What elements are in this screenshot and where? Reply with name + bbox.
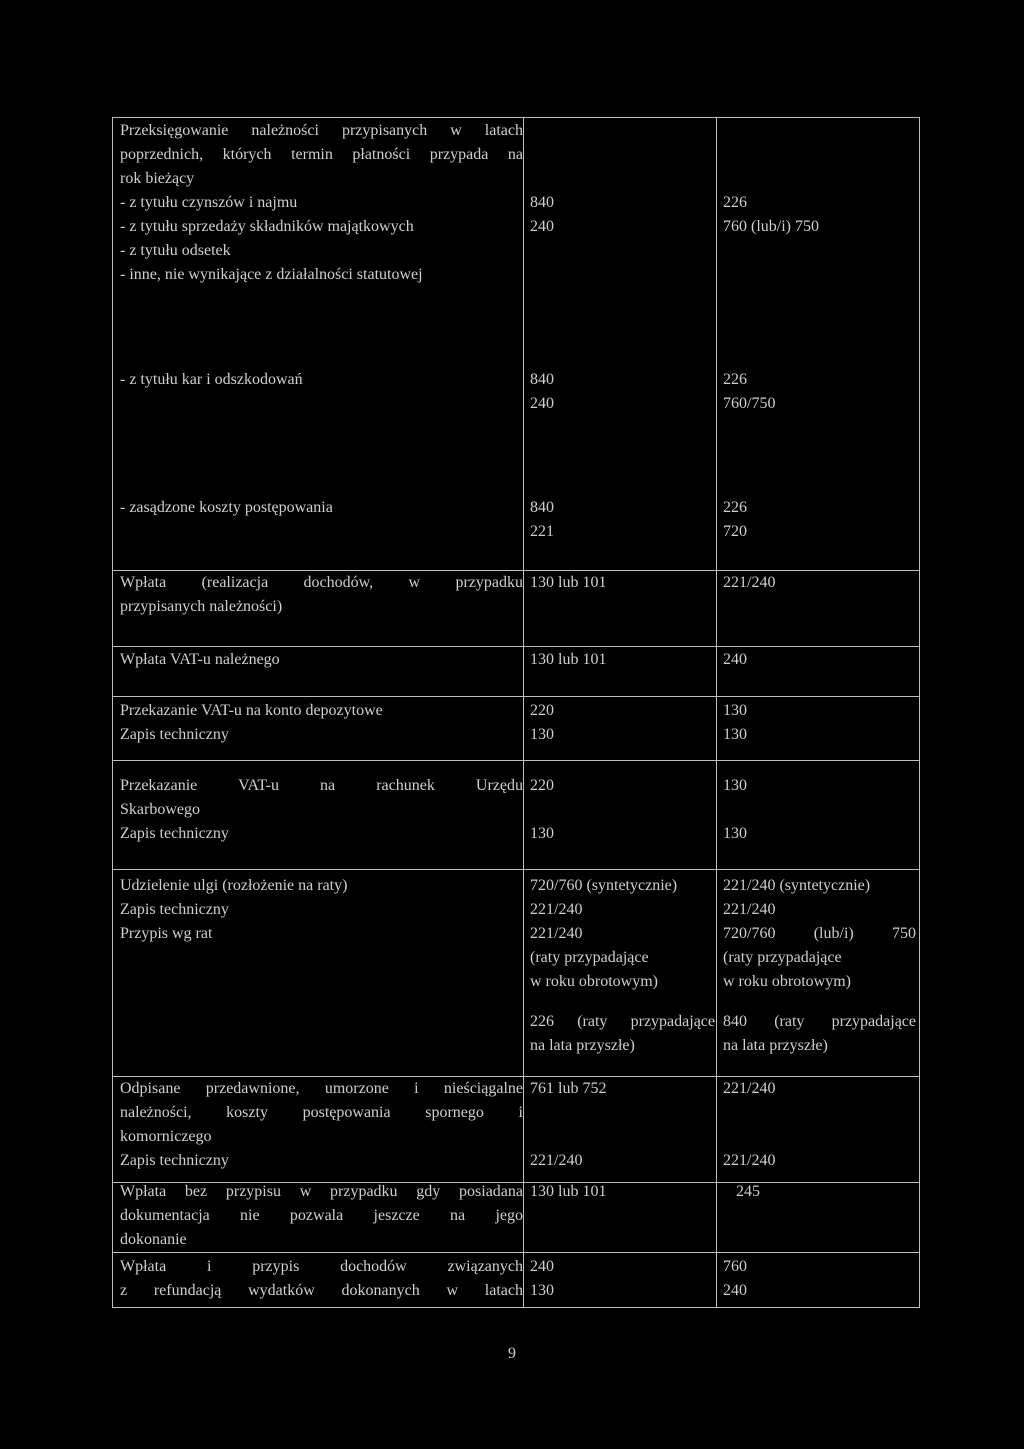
row-1-description [120, 119, 523, 287]
text-line: Wpłata VAT-u należnego [120, 651, 280, 668]
row-11-description [120, 1255, 523, 1303]
text-line: - z tytułu sprzedaży składników majątkowych [120, 218, 414, 235]
column-divider-1 [523, 117, 524, 1308]
text-line: Przekazanie VAT-u na rachunek Urzędu [120, 777, 523, 794]
text-line: Wpłata bez przypisu w przypadku gdy posiadana [120, 1183, 523, 1200]
row-10-description [120, 1180, 523, 1252]
account-number: 221/240 [530, 925, 583, 942]
text-line: Skarbowego [120, 801, 200, 818]
account-number: 720 [723, 523, 747, 540]
row-9-description [120, 1077, 523, 1173]
text-line: rok bieżący [120, 170, 195, 187]
page-number: 9 [508, 1345, 516, 1362]
row-7-description [120, 774, 523, 846]
account-number: 240 [530, 395, 554, 412]
row-3-credit-account [723, 496, 916, 544]
account-number: 130 lub 101 [530, 651, 607, 668]
text-line: na lata przyszłe) [530, 1037, 635, 1054]
table-border-top [112, 117, 920, 118]
account-number: 221/240 [723, 1152, 776, 1169]
row-2-credit-account [723, 368, 916, 416]
account-number: 240 [723, 651, 747, 668]
text-line: - zasądzone koszty postępowania [120, 499, 333, 516]
account-number: 130 [723, 825, 747, 842]
text-line: Wpłata (realizacja dochodów, w przypadku [120, 574, 523, 591]
row-6-debit-account [530, 699, 715, 747]
account-number: 226 [723, 499, 747, 516]
account-number: 221/240 [723, 574, 776, 591]
account-number: 221/240 [723, 901, 776, 918]
text-line: - z tytułu odsetek [120, 242, 231, 259]
account-number: 221/240 [530, 1152, 583, 1169]
text-line: z refundacją wydatków dokonanych w latach [120, 1282, 523, 1299]
row-6-description [120, 699, 523, 747]
row-4-description [120, 571, 523, 619]
account-number: 760 (lub/i) 750 [723, 218, 819, 235]
text-line: - z tytułu czynszów i najmu [120, 194, 298, 211]
account-number: 220 [530, 777, 554, 794]
account-number: 130 lub 101 [530, 1183, 607, 1200]
row-divider [112, 696, 920, 697]
account-number: 130 [530, 1282, 554, 1299]
account-number: 240 [723, 1282, 747, 1299]
account-number: 840 [530, 371, 554, 388]
account-number: 245 [736, 1183, 760, 1200]
row-10-credit-account [736, 1180, 929, 1204]
account-number: 840 [530, 499, 554, 516]
table-border-left [112, 117, 113, 1308]
text-line: 840 (raty przypadające [723, 1013, 916, 1030]
account-number: 240 [530, 1258, 554, 1275]
row-9-debit-account [530, 1077, 715, 1173]
row-divider [112, 1252, 920, 1253]
account-number: 221/240 (syntetycznie) [723, 877, 871, 894]
column-divider-2 [716, 117, 717, 1308]
row-1-debit-account [530, 191, 715, 239]
account-number: 240 [530, 218, 554, 235]
text-line: poprzednich, których termin płatności przypada na [120, 146, 523, 163]
table-border-right [919, 117, 920, 1308]
account-number: 220 [530, 702, 554, 719]
row-6-credit-account [723, 699, 916, 747]
text-line: Przeksięgowanie należności przypisanych w latach [120, 122, 523, 139]
row-divider [112, 869, 920, 870]
row-8-debit-account [530, 874, 715, 1058]
text-line: komorniczego [120, 1128, 212, 1145]
row-4-credit-account [723, 571, 916, 595]
account-number: 130 [723, 777, 747, 794]
row-divider [112, 760, 920, 761]
account-number: 226 [723, 194, 747, 211]
account-number: 720/760 (lub/i) 750 [723, 925, 916, 942]
text-line: Zapis techniczny [120, 726, 229, 743]
text-line: należności, koszty postępowania spornego i [120, 1104, 523, 1121]
text-line: Wpłata i przypis dochodów związanych [120, 1258, 523, 1275]
account-number: 130 lub 101 [530, 574, 607, 591]
row-3-description [120, 496, 523, 520]
row-7-credit-account [723, 774, 916, 846]
account-number: 760/750 [723, 395, 776, 412]
text-line: Zapis techniczny [120, 1152, 229, 1169]
row-4-debit-account [530, 571, 715, 595]
account-number: 761 lub 752 [530, 1080, 607, 1097]
account-number: 221/240 [723, 1080, 776, 1097]
row-7-debit-account [530, 774, 715, 846]
row-10-debit-account [530, 1180, 715, 1204]
account-number: 760 [723, 1258, 747, 1275]
account-number: 130 [723, 726, 747, 743]
row-5-credit-account [723, 648, 916, 672]
text-line: - inne, nie wynikające z działalności statutowej [120, 266, 423, 283]
text-line: - z tytułu kar i odszkodowań [120, 371, 303, 388]
text-line: przypisanych należności) [120, 598, 283, 615]
text-line: (raty przypadające [723, 949, 842, 966]
row-5-description [120, 648, 523, 672]
text-line: dokonanie [120, 1231, 187, 1248]
text-line: Przypis wg rat [120, 925, 213, 942]
text-line: Zapis techniczny [120, 825, 229, 842]
accounting-table [112, 117, 920, 1308]
account-number: 720/760 (syntetycznie) [530, 877, 678, 894]
text-line: na lata przyszłe) [723, 1037, 828, 1054]
text-line: (raty przypadające [530, 949, 649, 966]
table-border-bottom [112, 1307, 920, 1308]
text-line: Udzielenie ulgi (rozłożenie na raty) [120, 877, 348, 894]
account-number: 130 [723, 702, 747, 719]
text-line: Przekazanie VAT-u na konto depozytowe [120, 702, 383, 719]
row-9-credit-account [723, 1077, 916, 1173]
text-line: Odpisane przedawnione, umorzone i nieściągalne [120, 1080, 523, 1097]
text-line: Zapis techniczny [120, 901, 229, 918]
row-1-credit-account [723, 191, 916, 239]
account-number: 221/240 [530, 901, 583, 918]
text-line: dokumentacja nie pozwala jeszcze na jego [120, 1207, 523, 1224]
text-line: w roku obrotowym) [530, 973, 658, 990]
account-number: 221 [530, 523, 554, 540]
account-number: 130 [530, 825, 554, 842]
account-number: 226 [723, 371, 747, 388]
text-line: w roku obrotowym) [723, 973, 851, 990]
row-5-debit-account [530, 648, 715, 672]
row-11-debit-account [530, 1255, 715, 1303]
row-divider [112, 646, 920, 647]
row-8-credit-account [723, 874, 916, 1058]
text-line: 226 (raty przypadające [530, 1013, 715, 1030]
row-2-description [120, 368, 523, 392]
row-11-credit-account [723, 1255, 916, 1303]
account-number: 130 [530, 726, 554, 743]
account-number: 840 [530, 194, 554, 211]
row-8-description [120, 874, 523, 946]
row-3-debit-account [530, 496, 715, 544]
row-2-debit-account [530, 368, 715, 416]
